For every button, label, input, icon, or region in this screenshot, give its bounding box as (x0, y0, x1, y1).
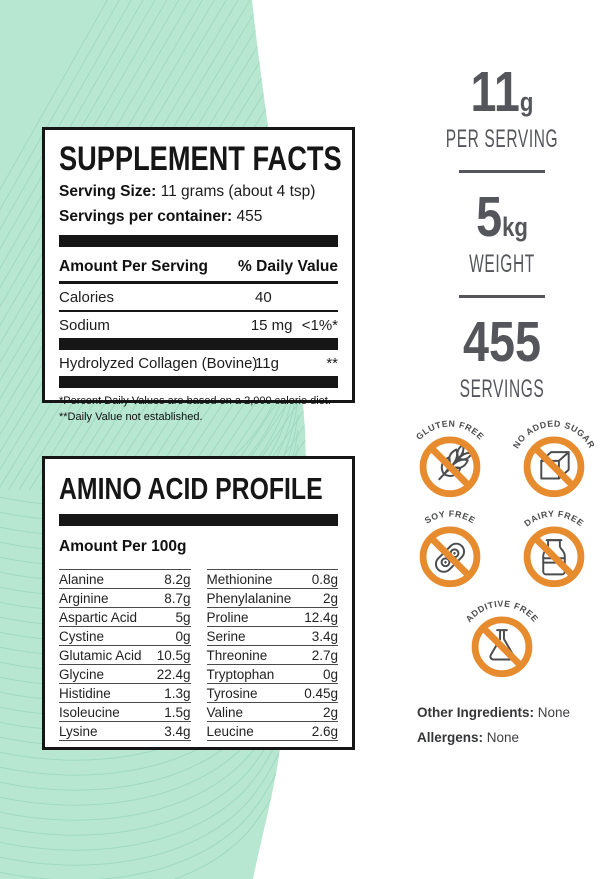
amino-value: 22.4g (156, 666, 191, 682)
amino-name: Arginine (59, 590, 109, 606)
list-item (59, 665, 191, 684)
amino-column-left (59, 569, 191, 741)
amino-value: 1.5g (164, 704, 191, 720)
stat-divider (459, 170, 545, 173)
amino-name: Glycine (59, 666, 105, 682)
supplement-facts-title: SUPPLEMENT FACTS (59, 140, 342, 178)
stat-value: 11 (470, 60, 520, 124)
amino-value: 1.3g (164, 685, 191, 701)
table-row (59, 312, 338, 338)
servings-value: 455 (236, 208, 263, 225)
soy-free-badge (401, 502, 499, 592)
other-ingredients-line (417, 705, 570, 720)
stat-per-serving (400, 60, 604, 153)
prohibition-slash (535, 538, 573, 576)
list-item (207, 703, 339, 722)
list-item (59, 684, 191, 703)
list-item (59, 608, 191, 627)
table-row (59, 284, 338, 312)
supplement-facts-panel (42, 127, 355, 423)
servings-per-container-line (59, 208, 338, 226)
amino-value: 3.4g (164, 723, 191, 739)
other-ingredients-value: None (537, 705, 571, 720)
allergens-line (417, 730, 570, 745)
amino-name: Proline (206, 609, 249, 625)
badge-label: DAIRY FREE (522, 508, 586, 529)
amount-per-100g-label: Amount Per 100g (59, 538, 187, 555)
amino-name: Alanine (59, 571, 105, 587)
amino-value: 0.8g (311, 571, 338, 587)
amino-value: 8.2g (164, 571, 191, 587)
amino-name: Serine (206, 628, 246, 644)
amino-column-right (207, 569, 339, 741)
amino-value: 2g (322, 704, 338, 720)
stat-weight (400, 185, 604, 278)
amino-name: Valine (206, 704, 244, 720)
stat-label: WEIGHT (469, 250, 535, 278)
amino-value: 2.6g (311, 723, 338, 739)
gluten-free-badge (401, 412, 499, 502)
list-item (59, 627, 191, 646)
divider-bar (59, 514, 338, 526)
amino-value: 0g (175, 628, 191, 644)
list-item (207, 684, 339, 703)
amino-acid-panel (42, 456, 355, 750)
serving-size-label: Serving Size: (59, 183, 157, 200)
amino-name: Lysine (59, 723, 98, 739)
list-item (59, 703, 191, 722)
list-item (207, 608, 339, 627)
list-item (207, 665, 339, 684)
daily-value-header: % Daily Value (238, 258, 338, 275)
amino-acid-title: AMINO ACID PROFILE (59, 471, 323, 506)
key-stats (400, 60, 604, 403)
table-row (59, 350, 338, 376)
amino-name: Tyrosine (206, 685, 258, 701)
amino-name: Methionine (206, 571, 273, 587)
amino-value: 2g (322, 590, 338, 606)
amino-value: 2.7g (311, 647, 338, 663)
footnote-not-established: **Daily Value not established. (59, 410, 203, 423)
list-item (59, 589, 191, 608)
row-amount: 15 mg (250, 317, 293, 334)
svg-text:DAIRY FREE (522, 509, 586, 529)
stat-value: 5 (476, 185, 503, 249)
amino-name: Threonine (206, 647, 268, 663)
no-added-sugar-badge (505, 412, 603, 502)
amino-name: Glutamic Acid (59, 647, 142, 663)
dairy-free-badge (505, 502, 603, 592)
amino-value: 12.4g (304, 609, 338, 625)
allergens-value: None (486, 730, 520, 745)
stat-unit: kg (502, 212, 528, 242)
amino-name: Isoleucine (59, 704, 120, 720)
stat-label: PER SERVING (445, 125, 559, 153)
list-item (59, 570, 191, 589)
list-item (207, 627, 339, 646)
amino-value: 0g (322, 666, 338, 682)
list-item (207, 589, 339, 608)
amino-value: 5g (175, 609, 191, 625)
stat-divider (459, 295, 545, 298)
stat-servings (400, 310, 604, 403)
list-item (59, 646, 191, 665)
row-amount: 11g (255, 355, 279, 372)
list-item (207, 722, 339, 741)
stat-unit: g (519, 87, 534, 117)
amino-value: 0.45g (304, 685, 338, 701)
amino-name: Leucine (206, 723, 254, 739)
badge-label: GLUTEN FREE (413, 418, 487, 442)
badge-label: ADDITIVE FREE (463, 598, 541, 625)
list-item (59, 722, 191, 741)
amino-acid-table (59, 569, 338, 741)
row-dv: <1%* (301, 317, 338, 334)
row-amount: 40 (255, 289, 272, 306)
divider-bar (59, 338, 338, 350)
stat-value: 455 (462, 310, 541, 374)
badge-label: NO ADDED SUGAR (510, 418, 598, 451)
amino-name: Phenylalanine (206, 590, 292, 606)
additive-free-badge (453, 592, 551, 682)
stat-label: SERVINGS (459, 375, 545, 403)
list-item (207, 570, 339, 589)
badge-grid (400, 412, 604, 682)
amino-name: Tryptophan (206, 666, 275, 682)
divider-bar (59, 235, 338, 247)
serving-size-line (59, 183, 338, 201)
servings-label: Servings per container: (59, 208, 233, 225)
row-name: Calories (59, 289, 115, 306)
serving-size-value: 11 grams (about 4 tsp) (160, 183, 316, 200)
amino-value: 10.5g (156, 647, 191, 663)
amino-name: Aspartic Acid (59, 609, 138, 625)
row-dv: ** (326, 355, 338, 372)
allergens-label: Allergens: (417, 730, 484, 745)
svg-text:SOY FREE (423, 509, 477, 526)
footnotes (59, 394, 338, 426)
svg-text:NO ADDED SUGAR (511, 418, 597, 450)
other-ingredients-label: Other Ingredients: (417, 705, 535, 720)
footnote-daily-values: *Percent Daily Values are based on a 2,000 calorie diet. (59, 395, 331, 407)
amino-name: Histidine (59, 685, 111, 701)
ingredients-footer (417, 705, 570, 755)
amino-value: 3.4g (311, 628, 338, 644)
amino-name: Cystine (59, 628, 105, 644)
amino-value: 8.7g (164, 590, 191, 606)
row-name: Hydrolyzed Collagen (Bovine) (59, 355, 258, 372)
divider-bar (59, 376, 338, 388)
badge-label: SOY FREE (422, 508, 478, 526)
facts-table-header (59, 258, 338, 284)
row-name: Sodium (59, 317, 110, 334)
list-item (207, 646, 339, 665)
amount-per-serving-header: Amount Per Serving (59, 258, 208, 275)
